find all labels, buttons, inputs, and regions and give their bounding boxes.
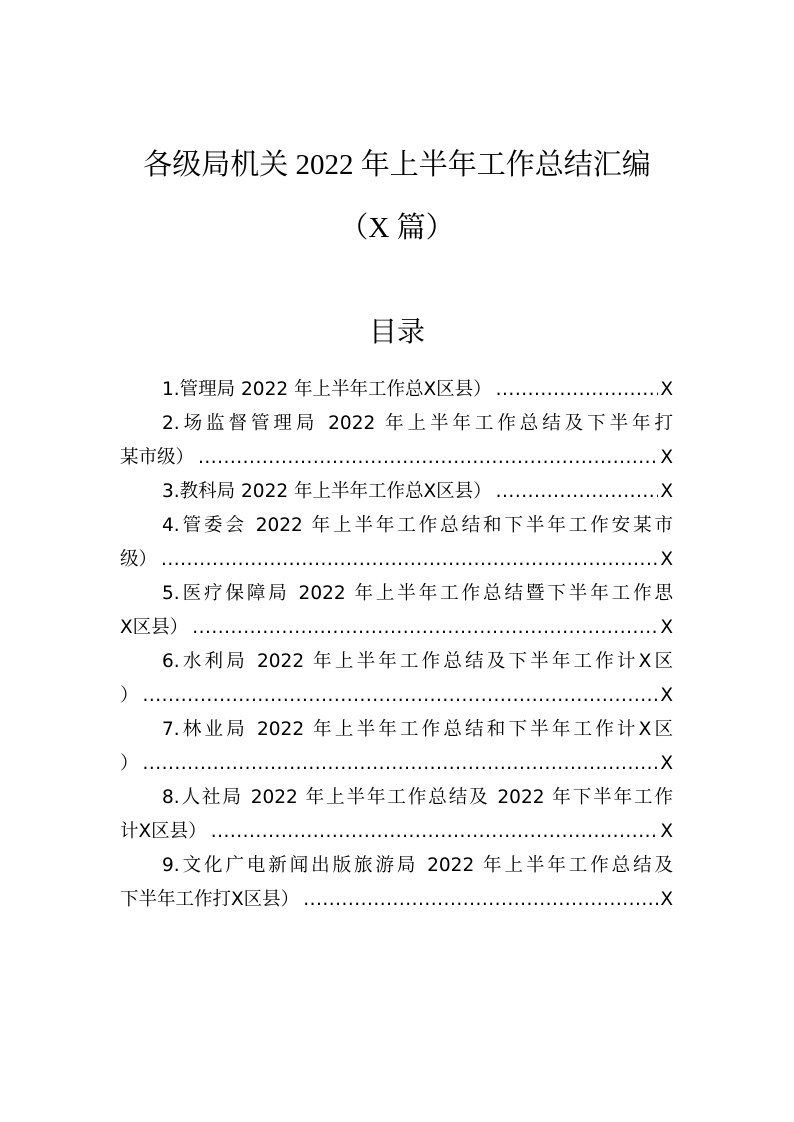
toc-entry-text: 1.管理局 2022 年上半年工作总X区县）: [162, 379, 492, 400]
toc-entry-text: 7.林业局 2022 年上半年工作总结和下半年工作计X区: [162, 719, 673, 740]
toc-entry-line: [120, 577, 673, 611]
toc-entry-line: [120, 883, 673, 917]
document-subtitle: （X 篇）: [339, 212, 455, 244]
table-of-contents: [120, 373, 673, 917]
toc-page-number: X: [660, 753, 673, 774]
dot-leader: [211, 815, 659, 849]
dot-leader: [303, 883, 658, 917]
dot-leader: [192, 611, 658, 645]
toc-entry-line: [120, 543, 673, 577]
toc-page-number: X: [660, 447, 673, 468]
dot-leader: [161, 543, 658, 577]
toc-entry-line: [120, 713, 673, 747]
toc-entry-text: 6.水利局 2022 年上半年工作总结及下半年工作计X区: [162, 651, 673, 672]
toc-entry-line: [120, 407, 673, 441]
toc-entry[interactable]: [120, 645, 673, 713]
toc-entry-text: 4.管委会 2022 年上半年工作总结和下半年工作安某市: [162, 515, 673, 536]
document-title: 各级局机关 2022 年上半年工作总结汇编: [143, 149, 651, 181]
toc-entry-line: [120, 611, 673, 645]
toc-entry[interactable]: [120, 577, 673, 645]
toc-entry-line: [120, 679, 673, 713]
toc-page-number: X: [660, 685, 673, 706]
toc-page-number: X: [660, 617, 673, 638]
toc-entry-text: 8.人社局 2022 年上半年工作总结及 2022 年下半年工作: [162, 787, 673, 808]
toc-page-number: X: [660, 481, 673, 502]
dot-leader: [143, 679, 659, 713]
dot-leader: [496, 475, 659, 509]
toc-entry[interactable]: [120, 475, 673, 509]
toc-entry-text: ）: [120, 753, 139, 774]
toc-heading: 目录: [368, 317, 425, 348]
toc-entry[interactable]: [120, 781, 673, 849]
toc-entry-line: [120, 849, 673, 883]
toc-entry-text: 计X区县）: [120, 821, 207, 842]
toc-entry-line: [120, 373, 673, 407]
toc-entry-line: [120, 645, 673, 679]
toc-entry-text: X区县）: [120, 617, 189, 638]
toc-entry[interactable]: [120, 407, 673, 475]
toc-entry[interactable]: [120, 713, 673, 781]
dot-leader: [143, 747, 659, 781]
toc-entry-text: 2.场监督管理局 2022 年上半年工作总结及下半年打: [162, 413, 673, 434]
dot-leader: [198, 441, 658, 475]
toc-entry-line: [120, 781, 673, 815]
toc-entry-line: [120, 509, 673, 543]
toc-entry[interactable]: [120, 849, 673, 917]
toc-entry-text: ）: [120, 685, 139, 706]
toc-entry-line: [120, 475, 673, 509]
toc-entry-text: 9.文化广电新闻出版旅游局 2022 年上半年工作总结及: [162, 855, 673, 876]
dot-leader: [496, 373, 659, 407]
toc-entry-text: 级）: [120, 549, 158, 570]
toc-entry[interactable]: [120, 373, 673, 407]
toc-page-number: X: [660, 889, 673, 910]
toc-page-number: X: [660, 821, 673, 842]
toc-entry-text: 下半年工作打X区县）: [120, 889, 300, 910]
toc-entry-line: [120, 441, 673, 475]
toc-entry-line: [120, 815, 673, 849]
toc-entry-text: 5.医疗保障局 2022 年上半年工作总结暨下半年工作思: [162, 583, 673, 604]
toc-entry-line: [120, 747, 673, 781]
toc-entry-text: 3.教科局 2022 年上半年工作总X区县）: [162, 481, 492, 502]
toc-page-number: X: [660, 379, 673, 400]
toc-entry-text: 某市级）: [120, 447, 195, 468]
toc-page-number: X: [660, 549, 673, 570]
toc-entry[interactable]: [120, 509, 673, 577]
